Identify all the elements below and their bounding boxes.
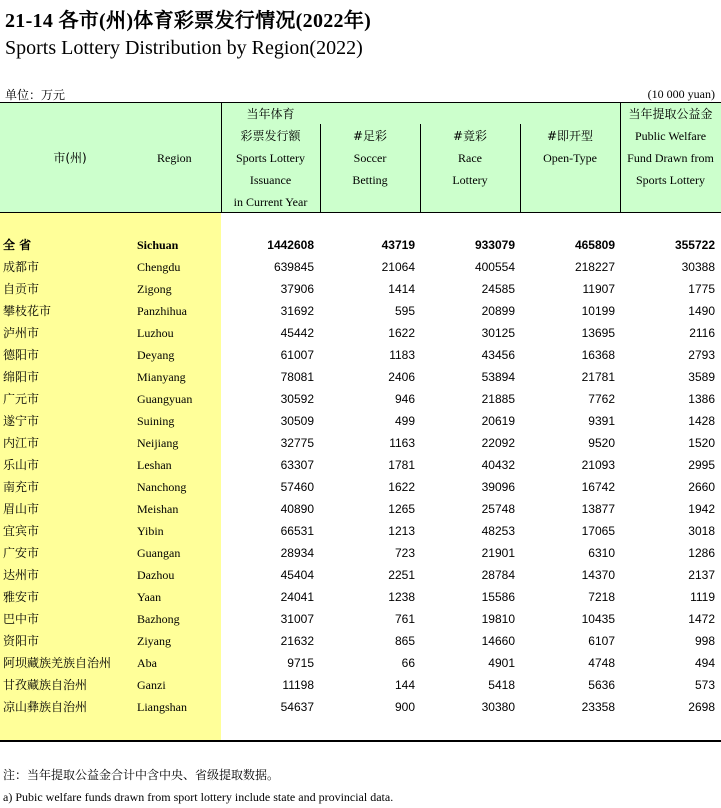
open-type-value: 14370 — [581, 568, 615, 582]
region-name-en: Dazhou — [137, 568, 175, 582]
soccer-value: 499 — [394, 414, 415, 428]
issuance-value: 28934 — [280, 546, 314, 560]
region-name-cn: 遂宁市 — [3, 414, 40, 428]
soccer-value: 1163 — [389, 436, 415, 450]
welfare-value: 2698 — [688, 700, 715, 714]
issuance-value: 63307 — [280, 458, 314, 472]
region-name-cn: 全 省 — [3, 238, 32, 252]
table-bottom-border — [0, 740, 721, 742]
open-type-value: 4748 — [588, 656, 615, 670]
issuance-value: 40890 — [280, 502, 314, 516]
region-name-cn: 巴中市 — [3, 612, 40, 626]
table-row — [0, 366, 721, 388]
soccer-value: 144 — [394, 678, 415, 692]
region-name-cn: 资阳市 — [3, 634, 40, 648]
footnote-cn: 注：当年提取公益金合计中含中央、省级提取数据。 — [3, 768, 280, 782]
region-name-en: Guangyuan — [137, 392, 193, 406]
welfare-value: 2995 — [688, 458, 715, 472]
issuance-value: 45442 — [280, 326, 314, 340]
region-name-en: Leshan — [137, 458, 172, 472]
header-welfare-line: Public Welfare — [634, 129, 707, 143]
region-name-cn: 南充市 — [3, 480, 40, 494]
race-value: 5418 — [488, 678, 515, 692]
issuance-value: 639845 — [273, 260, 314, 274]
region-name-cn: 甘孜藏族自治州 — [3, 678, 88, 692]
header-issuance-line: 彩票发行额 — [240, 129, 301, 143]
open-type-value: 9391 — [588, 414, 615, 428]
race-value: 15586 — [481, 590, 515, 604]
soccer-value: 2251 — [388, 568, 415, 582]
data-table — [0, 102, 721, 742]
soccer-value: 946 — [394, 392, 415, 406]
table-row — [0, 586, 721, 608]
region-name-en: Meishan — [137, 502, 179, 516]
welfare-value: 573 — [694, 678, 715, 692]
region-name-cn: 雅安市 — [3, 590, 40, 604]
race-value: 25748 — [481, 502, 515, 516]
header-issuance-line: Issuance — [249, 173, 292, 187]
race-value: 21885 — [481, 392, 515, 406]
open-type-value: 13695 — [581, 326, 615, 340]
welfare-value: 2660 — [688, 480, 715, 494]
header-welfare-line: Sports Lottery — [636, 173, 705, 187]
soccer-value: 1414 — [388, 282, 415, 296]
welfare-value: 2137 — [688, 568, 715, 582]
welfare-value: 2116 — [689, 326, 715, 340]
open-type-value: 21093 — [581, 458, 615, 472]
issuance-value: 66531 — [280, 524, 314, 538]
soccer-value: 1238 — [388, 590, 415, 604]
table-row — [0, 674, 721, 696]
open-type-value: 6310 — [588, 546, 615, 560]
soccer-value: 595 — [394, 304, 415, 318]
header-issuance-line: in Current Year — [233, 195, 308, 209]
welfare-value: 1119 — [690, 590, 715, 604]
region-name-en: Ziyang — [137, 634, 171, 648]
region-name-cn: 绵阳市 — [3, 370, 40, 384]
soccer-value: 1183 — [389, 348, 415, 362]
welfare-value: 1520 — [688, 436, 715, 450]
region-name-en: Yaan — [137, 590, 162, 604]
table-row-total — [0, 234, 721, 256]
soccer-value: 723 — [394, 546, 415, 560]
region-name-cn: 攀枝花市 — [3, 304, 52, 318]
header-bottom-border — [0, 212, 721, 213]
region-name-cn: 广安市 — [3, 546, 40, 560]
issuance-value: 30509 — [280, 414, 314, 428]
region-name-en: Yibin — [137, 524, 164, 538]
region-name-en: Guangan — [137, 546, 181, 560]
table-row — [0, 344, 721, 366]
region-name-en: Liangshan — [137, 700, 187, 714]
race-value: 48253 — [481, 524, 515, 538]
header-open-line: #即开型 — [546, 129, 594, 143]
region-name-cn: 泸州市 — [3, 326, 40, 340]
region-name-cn: 阿坝藏族羌族自治州 — [3, 656, 112, 670]
soccer-value: 1213 — [388, 524, 415, 538]
welfare-value: 30388 — [681, 260, 715, 274]
race-value: 24585 — [481, 282, 515, 296]
issuance-value: 1442608 — [267, 238, 314, 252]
open-type-value: 13877 — [581, 502, 615, 516]
open-type-value: 10199 — [581, 304, 615, 318]
open-type-value: 218227 — [574, 260, 615, 274]
region-name-en: Nanchong — [137, 480, 187, 494]
open-type-value: 7762 — [588, 392, 615, 406]
issuance-value: 21632 — [280, 634, 314, 648]
race-value: 14660 — [481, 634, 515, 648]
footnote-en: a) Pubic welfare funds drawn from sport lottery include state and provincial data. — [3, 790, 394, 804]
issuance-value: 45404 — [280, 568, 314, 582]
region-name-en: Luzhou — [137, 326, 174, 340]
soccer-value: 1265 — [388, 502, 415, 516]
issuance-value: 11198 — [282, 678, 314, 692]
region-name-en: Aba — [137, 656, 157, 670]
soccer-value: 1622 — [388, 326, 415, 340]
race-value: 933079 — [474, 238, 515, 252]
region-name-en: Mianyang — [137, 370, 186, 384]
issuance-value: 9715 — [287, 656, 314, 670]
issuance-value: 30592 — [280, 392, 314, 406]
region-name-cn: 自贡市 — [3, 282, 40, 296]
region-name-cn: 成都市 — [3, 260, 40, 274]
open-type-value: 23358 — [581, 700, 615, 714]
open-type-value: 17065 — [581, 524, 615, 538]
race-value: 43456 — [481, 348, 515, 362]
region-name-cn: 德阳市 — [3, 348, 40, 362]
soccer-value: 2406 — [388, 370, 415, 384]
soccer-value: 66 — [401, 656, 415, 670]
region-name-en: Bazhong — [137, 612, 180, 626]
welfare-value: 1286 — [688, 546, 715, 560]
race-value: 4901 — [488, 656, 515, 670]
soccer-value: 865 — [394, 634, 415, 648]
open-type-value: 16368 — [581, 348, 615, 362]
unit-label-en: (10 000 yuan) — [647, 87, 715, 101]
open-type-value: 21781 — [581, 370, 615, 384]
open-type-value: 16742 — [581, 480, 615, 494]
soccer-value: 1622 — [388, 480, 415, 494]
region-name-en: Chengdu — [137, 260, 181, 274]
table-row — [0, 300, 721, 322]
issuance-value: 37906 — [280, 282, 314, 296]
table-row — [0, 652, 721, 674]
table-row — [0, 564, 721, 586]
table-row — [0, 476, 721, 498]
race-value: 400554 — [474, 260, 515, 274]
open-type-value: 6107 — [588, 634, 615, 648]
header-soccer-line: Betting — [352, 173, 388, 187]
open-type-value: 7218 — [588, 590, 615, 604]
issuance-value: 31692 — [280, 304, 314, 318]
race-value: 40432 — [481, 458, 515, 472]
welfare-value: 1472 — [688, 612, 715, 626]
header-issuance-line: 当年体育 — [246, 107, 295, 121]
region-name-cn: 凉山彝族自治州 — [3, 700, 88, 714]
welfare-value: 1386 — [688, 392, 715, 406]
region-name-en: Zigong — [137, 282, 172, 296]
table-row — [0, 410, 721, 432]
welfare-value: 355722 — [674, 238, 715, 252]
welfare-value: 3018 — [688, 524, 715, 538]
welfare-value: 1942 — [688, 502, 715, 516]
region-name-cn: 广元市 — [3, 392, 40, 406]
issuance-value: 32775 — [280, 436, 314, 450]
region-name-cn: 宜宾市 — [3, 524, 40, 538]
page-title-cn: 21-14 各市(州)体育彩票发行情况(2022年) — [5, 10, 372, 32]
open-type-value: 5636 — [588, 678, 615, 692]
table-row — [0, 696, 721, 718]
race-value: 28784 — [481, 568, 515, 582]
table-row — [0, 278, 721, 300]
soccer-value: 900 — [394, 700, 415, 714]
header-welfare-line: 当年提取公益金 — [628, 107, 713, 121]
region-name-en: Panzhihua — [137, 304, 187, 318]
table-row — [0, 256, 721, 278]
race-value: 20619 — [481, 414, 515, 428]
region-name-cn: 达州市 — [3, 568, 40, 582]
table-row — [0, 454, 721, 476]
header-city-cn: 市(州) — [53, 151, 87, 165]
soccer-value: 43719 — [381, 238, 415, 252]
table-row — [0, 388, 721, 410]
region-name-en: Sichuan — [137, 238, 179, 252]
open-type-value: 465809 — [574, 238, 615, 252]
header-soccer-line: Soccer — [353, 151, 387, 165]
region-name-en: Ganzi — [137, 678, 166, 692]
header-race-line: Race — [458, 151, 482, 165]
region-name-cn: 内江市 — [3, 436, 40, 450]
race-value: 21901 — [481, 546, 515, 560]
region-name-en: Neijiang — [137, 436, 179, 450]
issuance-value: 31007 — [280, 612, 314, 626]
welfare-value: 1490 — [688, 304, 715, 318]
table-row — [0, 608, 721, 630]
header-issuance-line: Sports Lottery — [236, 151, 305, 165]
soccer-value: 21064 — [381, 260, 415, 274]
issuance-value: 24041 — [280, 590, 314, 604]
welfare-value: 1775 — [688, 282, 715, 296]
race-value: 19810 — [481, 612, 515, 626]
open-type-value: 10435 — [581, 612, 615, 626]
race-value: 22092 — [481, 436, 515, 450]
issuance-value: 78081 — [280, 370, 314, 384]
header-welfare-line: Fund Drawn from — [627, 151, 714, 165]
welfare-value: 1428 — [688, 414, 715, 428]
issuance-value: 54637 — [280, 700, 314, 714]
region-name-cn: 乐山市 — [3, 458, 40, 472]
header-open-line: Open-Type — [543, 151, 597, 165]
race-value: 30125 — [481, 326, 515, 340]
page-title-en: Sports Lottery Distribution by Region(2022) — [5, 37, 363, 59]
issuance-value: 61007 — [280, 348, 314, 362]
header-race-line: #竟彩 — [452, 129, 488, 143]
table-top-border — [0, 102, 721, 103]
table-row — [0, 542, 721, 564]
welfare-value: 2793 — [688, 348, 715, 362]
table-row — [0, 630, 721, 652]
race-value: 30380 — [481, 700, 515, 714]
open-type-value: 11907 — [582, 282, 615, 296]
race-value: 20899 — [481, 304, 515, 318]
region-name-en: Deyang — [137, 348, 175, 362]
welfare-value: 494 — [694, 656, 715, 670]
unit-label-cn: 单位：万元 — [5, 88, 66, 102]
table-row — [0, 322, 721, 344]
soccer-value: 1781 — [388, 458, 415, 472]
region-name-en: Suining — [137, 414, 175, 428]
table-row — [0, 520, 721, 542]
soccer-value: 761 — [394, 612, 415, 626]
race-value: 39096 — [481, 480, 515, 494]
table-row — [0, 498, 721, 520]
race-value: 53894 — [481, 370, 515, 384]
header-soccer-line: #足彩 — [352, 129, 388, 143]
issuance-value: 57460 — [280, 480, 314, 494]
region-name-cn: 眉山市 — [3, 502, 40, 516]
open-type-value: 9520 — [588, 436, 615, 450]
header-region-en: Region — [157, 151, 192, 165]
table-row — [0, 432, 721, 454]
header-race-line: Lottery — [452, 173, 488, 187]
welfare-value: 3589 — [688, 370, 715, 384]
welfare-value: 998 — [694, 634, 715, 648]
